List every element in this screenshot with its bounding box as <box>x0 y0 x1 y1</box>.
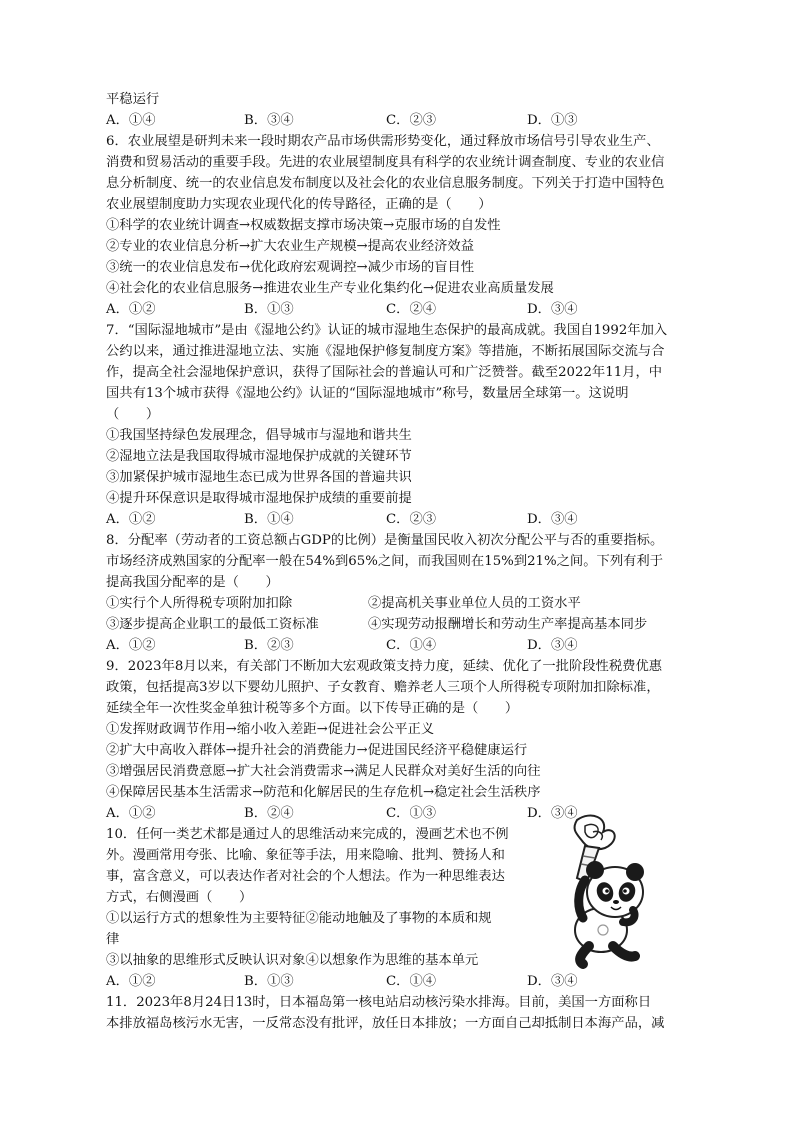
q6-stem-line: 消费和贸易活动的重要手段。先进的农业展望制度具有科学的农业统计调查制度、专业的农业信 <box>106 155 665 170</box>
option-a[interactable]: A．①② <box>106 974 156 989</box>
q7-item-4: ④提升环保意识是取得城市湿地保护成绩的重要前提 <box>106 491 412 506</box>
q8-stem-line: 8．分配率（劳动者的工资总额占GDP的比例）是衡量国民收入初次分配公平与否的重要指标。 <box>106 533 664 548</box>
q6-stem-line: 息分析制度、统一的农业信息发布制度以及社会化的农业信息服务制度。下列关于打造中国特色 <box>106 176 665 191</box>
option-c[interactable]: C．②④ <box>386 302 437 317</box>
q10-item-line: 律 <box>106 932 120 947</box>
q6-item-1: ①科学的农业统计调查→权威数据支撑市场决策→克服市场的自发性 <box>106 218 501 233</box>
option-c[interactable]: C．②③ <box>386 512 437 527</box>
q7-item-2: ②湿地立法是我国取得城市湿地保护成就的关键环节 <box>106 449 412 464</box>
previous-question-options <box>106 111 706 132</box>
q7-options <box>106 510 706 531</box>
option-b[interactable]: B．①③ <box>244 302 294 317</box>
q9-item-4: ④保障居民基本生活需求→防范和化解居民的生存危机→稳定社会生活秩序 <box>106 785 541 800</box>
q11-stem-line: 11．2023年8月24日13时，日本福岛第一核电站启动核污染水排海。目前，美国一方面称日 <box>106 995 652 1010</box>
option-c[interactable]: C．①③ <box>386 806 437 821</box>
q9-item-2: ②扩大中高收入群体→提升社会的消费能力→促进国民经济平稳健康运行 <box>106 743 528 758</box>
q7-item-1: ①我国坚持绿色发展理念，倡导城市与湿地和谐共生 <box>106 428 412 443</box>
q7-stem-line: 作，提高全社会湿地保护意识，获得了国际社会的普遍认可和广泛赞誉。截至2022年11月，中 <box>106 365 663 380</box>
option-c[interactable]: C．①④ <box>386 974 437 989</box>
option-d[interactable]: D．③④ <box>527 806 578 821</box>
q6-item-2: ②专业的农业信息分析→扩大农业生产规模→提高农业经济效益 <box>106 239 475 254</box>
torch-flame-icon <box>575 816 615 850</box>
option-c[interactable]: C．①④ <box>386 638 437 653</box>
q10-item-line: ③以抽象的思维形式反映认识对象④以想象作为思维的基本单元 <box>106 953 479 968</box>
q6-stem-line: 6．农业展望是研判未来一段时期农产品市场供需形势变化，通过释放市场信号引导农业生产、 <box>106 134 660 149</box>
panda-torch-cartoon <box>533 812 653 972</box>
q7-stem-line: 7．“国际湿地城市”是由《湿地公约》认证的城市湿地生态保护的最高成就。我国自1992年加入 <box>106 323 668 338</box>
q6-stem-line: 农业展望制度助力实现农业现代化的传导路径，正确的是（ ） <box>106 197 492 212</box>
q6-item-3: ③统一的农业信息发布→优化政府宏观调控→减少市场的盲目性 <box>106 260 475 275</box>
q8-item-4: ④实现劳动报酬增长和劳动生产率提高基本同步 <box>368 617 648 632</box>
option-d[interactable]: D．③④ <box>527 302 578 317</box>
option-a[interactable]: A．①② <box>106 512 156 527</box>
q11-stem-line: 本排放福岛核污水无害，一反常态没有批评，放任日本排放；一方面自己却抵制日本海产品，减 <box>106 1016 665 1031</box>
q8-item-3: ③逐步提高企业职工的最低工资标准 <box>106 617 319 632</box>
q9-stem-line: 9．2023年8月以来，有关部门不断加大宏观政策支持力度，延续、优化了一批阶段性税费优惠 <box>106 659 663 674</box>
q8-item-1: ①实行个人所得税专项附加扣除 <box>106 596 293 611</box>
q7-stem-line: 国共有13个城市获得《湿地公约》认证的“国际湿地城市”称号，数量居全球第一。这说明 <box>106 386 629 401</box>
q8-items-row <box>106 594 706 615</box>
option-c[interactable]: C．②③ <box>386 113 437 128</box>
option-b[interactable]: B．②③ <box>244 638 294 653</box>
q8-item-2: ②提高机关事业单位人员的工资水平 <box>368 596 581 611</box>
option-d[interactable]: D．③④ <box>527 974 578 989</box>
q9-stem-line: 延续全年一次性奖金单独计税等多个方面。以下传导正确的是（ ） <box>106 701 519 716</box>
option-a[interactable]: A．①② <box>106 638 156 653</box>
option-a[interactable]: A．①② <box>106 806 156 821</box>
q10-options <box>106 972 706 993</box>
q10-stem-line: 外。漫画常用夸张、比喻、象征等手法，用来隐喻、批判、赞扬人和 <box>106 848 505 863</box>
option-b[interactable]: B．①③ <box>244 974 294 989</box>
q9-item-1: ①发挥财政调节作用→缩小收入差距→促进社会公平正义 <box>106 722 435 737</box>
q8-items-row <box>106 615 706 636</box>
q6-item-4: ④社会化的农业信息服务→推进农业生产专业化集约化→促进农业高质量发展 <box>106 281 554 296</box>
q8-stem-line: 市场经济成熟国家的分配率一般在54%到65%之间，而我国则在15%到21%之间。下列有利于 <box>106 554 664 569</box>
q10-item-line: ①以运行方式的想象性为主要特征②能动地触及了事物的本质和规 <box>106 911 492 926</box>
option-d[interactable]: D．③④ <box>527 512 578 527</box>
q6-options <box>106 300 706 321</box>
q7-stem-line: 公约以来，通过推进湿地立法、实施《湿地保护修复制度方案》等措施，不断拓展国际交流与合 <box>106 344 665 359</box>
q8-stem-line: 提高我国分配率的是（ ） <box>106 575 279 590</box>
option-d[interactable]: D．③④ <box>527 638 578 653</box>
q10-stem-line: 方式，右侧漫画（ ） <box>106 890 253 905</box>
q10-stem-line: 事，富含意义，可以表达作者对社会的个人想法。作为一种思维表达 <box>106 869 505 884</box>
option-b[interactable]: B．②④ <box>244 806 294 821</box>
previous-question-tail: 平稳运行 <box>106 92 160 107</box>
q9-stem-line: 政策，包括提高3岁以下婴幼儿照护、子女教育、赡养老人三项个人所得税专项附加扣除标准， <box>106 680 660 695</box>
q10-stem-line: 10．任何一类艺术都是通过人的思维活动来完成的，漫画艺术也不例 <box>106 827 509 842</box>
q8-options <box>106 636 706 657</box>
option-a[interactable]: A．①④ <box>106 113 156 128</box>
option-a[interactable]: A．①② <box>106 302 156 317</box>
q7-stem-line: （ ） <box>106 407 160 422</box>
option-b[interactable]: B．③④ <box>244 113 294 128</box>
q9-item-3: ③增强居民消费意愿→扩大社会消费需求→满足人民群众对美好生活的向往 <box>106 764 541 779</box>
option-b[interactable]: B．①④ <box>244 512 294 527</box>
option-d[interactable]: D．①③ <box>527 113 578 128</box>
q7-item-3: ③加紧保护城市湿地生态已成为世界各国的普遍共识 <box>106 470 412 485</box>
